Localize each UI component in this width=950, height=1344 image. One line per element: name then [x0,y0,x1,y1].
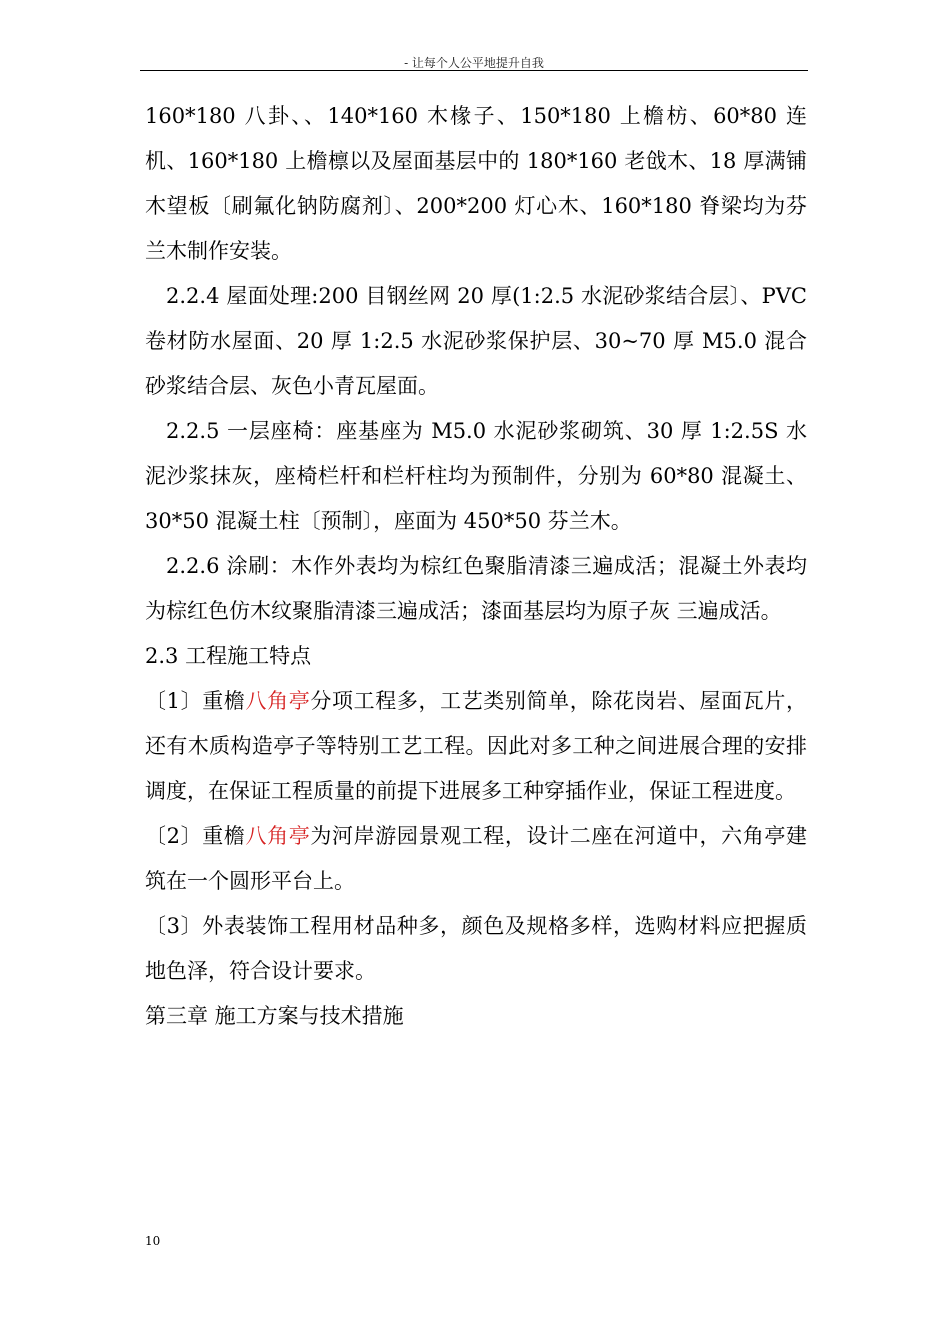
document-body [145,94,807,1039]
feature-1-prefix: 〔1〕重檐 [145,689,246,713]
page-number: 10 [145,1234,161,1248]
paragraph-2-2-6: 2.2.6 涂刷：木作外表均为棕红色聚脂清漆三遍成活；混凝土外表均为棕红色仿木纹聚脂清漆三遍成活；漆面基层均为原子灰 三遍成活。 [145,554,807,623]
feature-1-highlight: 八角亭 [245,689,311,713]
paragraph-2-2-5: 2.2.5 一层座椅：座基座为 M5.0 水泥砂浆砌筑、30 厚 1:2.5S 水泥沙浆抹灰，座椅栏杆和栏杆柱均为预制件，分别为 60*80 混凝土、30*50 混凝土柱〔预制〕，座面为 450*50 芬兰木。 [145,419,807,533]
header-rule [140,70,808,71]
page-header: - 让每个人公平地提升自我 [404,56,544,70]
paragraph-feature-2 [145,814,807,904]
paragraph-2-2-4: 2.2.4 屋面处理:200 目钢丝网 20 厚(1:2.5 水泥砂浆结合层〕、PVC 卷材防水屋面、20 厚 1:2.5 水泥砂浆保护层、30~70 厚 M5.0 混合砂浆结合层、灰色小青瓦屋面。 [145,284,807,398]
feature-2-prefix: 〔2〕重檐 [145,824,246,848]
paragraph-materials: 160*180 八卦、、140*160 木椽子、150*180 上檐枋、60*80 连机、160*180 上檐檩以及屋面基层中的 180*160 老戗木、18 厚满铺木望板〔刷氟化钠防腐剂〕、200*200 灯心木、160*180 脊梁均为芬兰木制作安装。 [145,104,807,263]
section-heading-2-3: 2.3 工程施工特点 [145,644,312,668]
paragraph-feature-3: 〔3〕外表装饰工程用材品种多，颜色及规格多样，选购材料应把握质地色泽，符合设计要求。 [145,914,807,983]
feature-2-text: 为河岸游园景观工程，设计二座在河道中，六角亭建筑在一个圆形平台上。 [145,824,808,893]
feature-1-text: 分项工程多，工艺类别简单，除花岗岩、屋面瓦片，还有木质构造亭子等特别工艺工程。因此对多工种之间进展合理的安排调度，在保证工程质量的前提下进展多工种穿插作业，保证工程进度。 [145,689,808,803]
feature-2-highlight: 八角亭 [245,824,311,848]
paragraph-feature-1 [145,679,807,814]
chapter-heading-3: 第三章 施工方案与技术措施 [145,1004,404,1028]
